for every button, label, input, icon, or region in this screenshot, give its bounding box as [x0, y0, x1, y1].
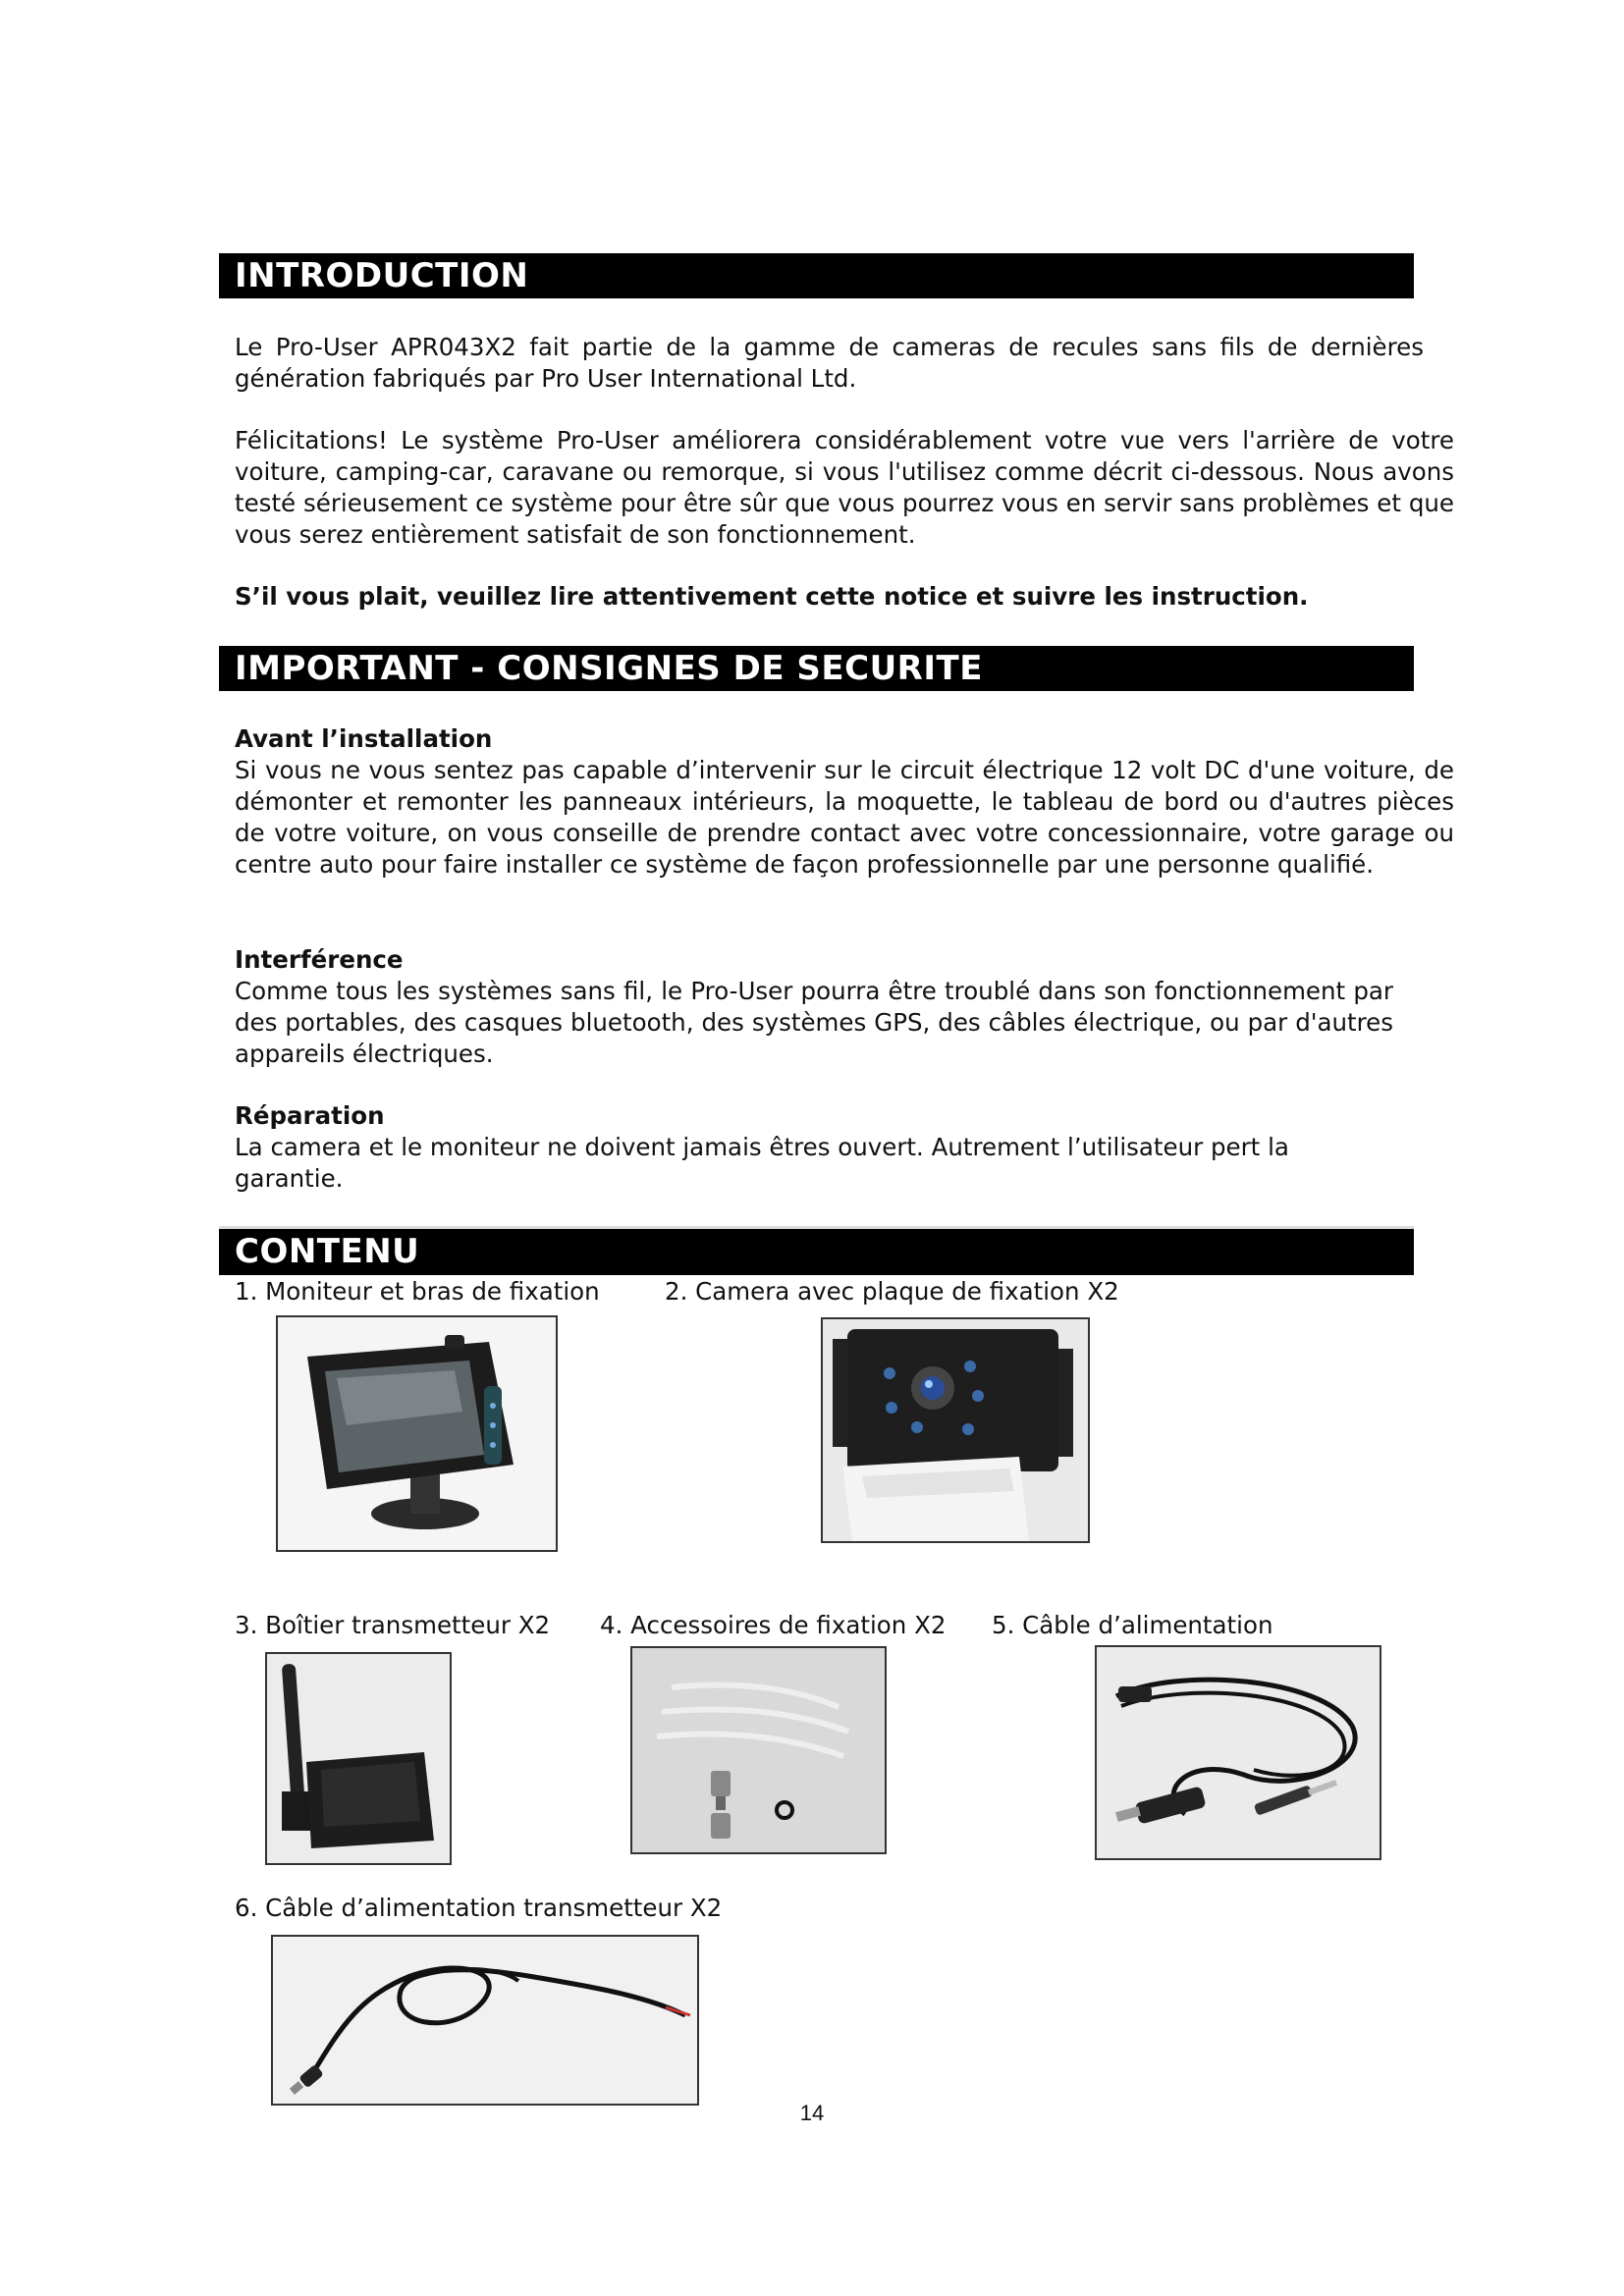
power-cable-photo	[1095, 1645, 1381, 1860]
contents-item-6: 6. Câble d’alimentation transmetteur X2	[235, 1894, 723, 1922]
section-title-safety: IMPORTANT - CONSIGNES DE SECURITE	[219, 646, 1414, 691]
section-title-introduction: INTRODUCTION	[219, 253, 1414, 298]
install-heading: Avant l’installation	[235, 724, 493, 753]
contents-item-1: 1. Moniteur et bras de fixation	[235, 1277, 600, 1306]
intro-paragraph-3: S’il vous plait, veuillez lire attentivement cette notice et suivre les instruction.	[235, 582, 1309, 611]
fixing-accessories-photo	[630, 1646, 887, 1854]
repair-text: La camera et le moniteur ne doivent jamais êtres ouvert. Autrement l’utilisateur pert la garantie.	[235, 1133, 1289, 1193]
contents-item-2: 2. Camera avec plaque de fixation X2	[665, 1277, 1119, 1306]
interference-text: Comme tous les systèmes sans fil, le Pro-User pourra être troublé dans son fonctionnement par des portables, des casques bluetooth, des systèmes GPS, des câbles électrique, ou par d'autres appareils électriques.	[235, 977, 1393, 1068]
contents-item-4: 4. Accessoires de fixation X2	[600, 1611, 947, 1639]
intro-paragraph-2: Félicitations! Le système Pro-User améliorera considérablement votre vue vers l'arrière de votre voiture, camping-car, caravane ou remorque, si vous l'utilisez comme décrit ci-dessous. Nous avons testé sérieusement ce système pour être sûr que vous pourrez vous en servir sans problèmes et que vous serez entièrement satisfait de son fonctionnement.	[235, 426, 1454, 549]
repair-heading: Réparation	[235, 1101, 385, 1130]
contents-item-5: 5. Câble d’alimentation	[992, 1611, 1273, 1639]
interference-heading: Interférence	[235, 945, 404, 974]
install-text: Si vous ne vous sentez pas capable d’intervenir sur le circuit électrique 12 volt DC d'une voiture, de démonter et remonter les panneaux intérieurs, la moquette, le tableau de bord ou d'autres pièces de votre voiture, on vous conseille de prendre contact avec votre concessionnaire, votre garage ou centre auto pour faire installer ce système de façon professionnelle par une personne qualifié.	[235, 756, 1454, 879]
intro-paragraph-1: Le Pro-User APR043X2 fait partie de la gamme de cameras de recules sans fils de dernières génération fabriqués par Pro User International Ltd.	[235, 333, 1424, 393]
page-number: 14	[799, 2101, 825, 2125]
transmitter-cable-photo	[271, 1935, 699, 2106]
monitor-photo	[276, 1315, 558, 1552]
section-title-contents: CONTENU	[219, 1226, 1414, 1275]
transmitter-photo	[265, 1652, 452, 1865]
contents-item-3: 3. Boîtier transmetteur X2	[235, 1611, 551, 1639]
camera-photo	[821, 1317, 1090, 1543]
